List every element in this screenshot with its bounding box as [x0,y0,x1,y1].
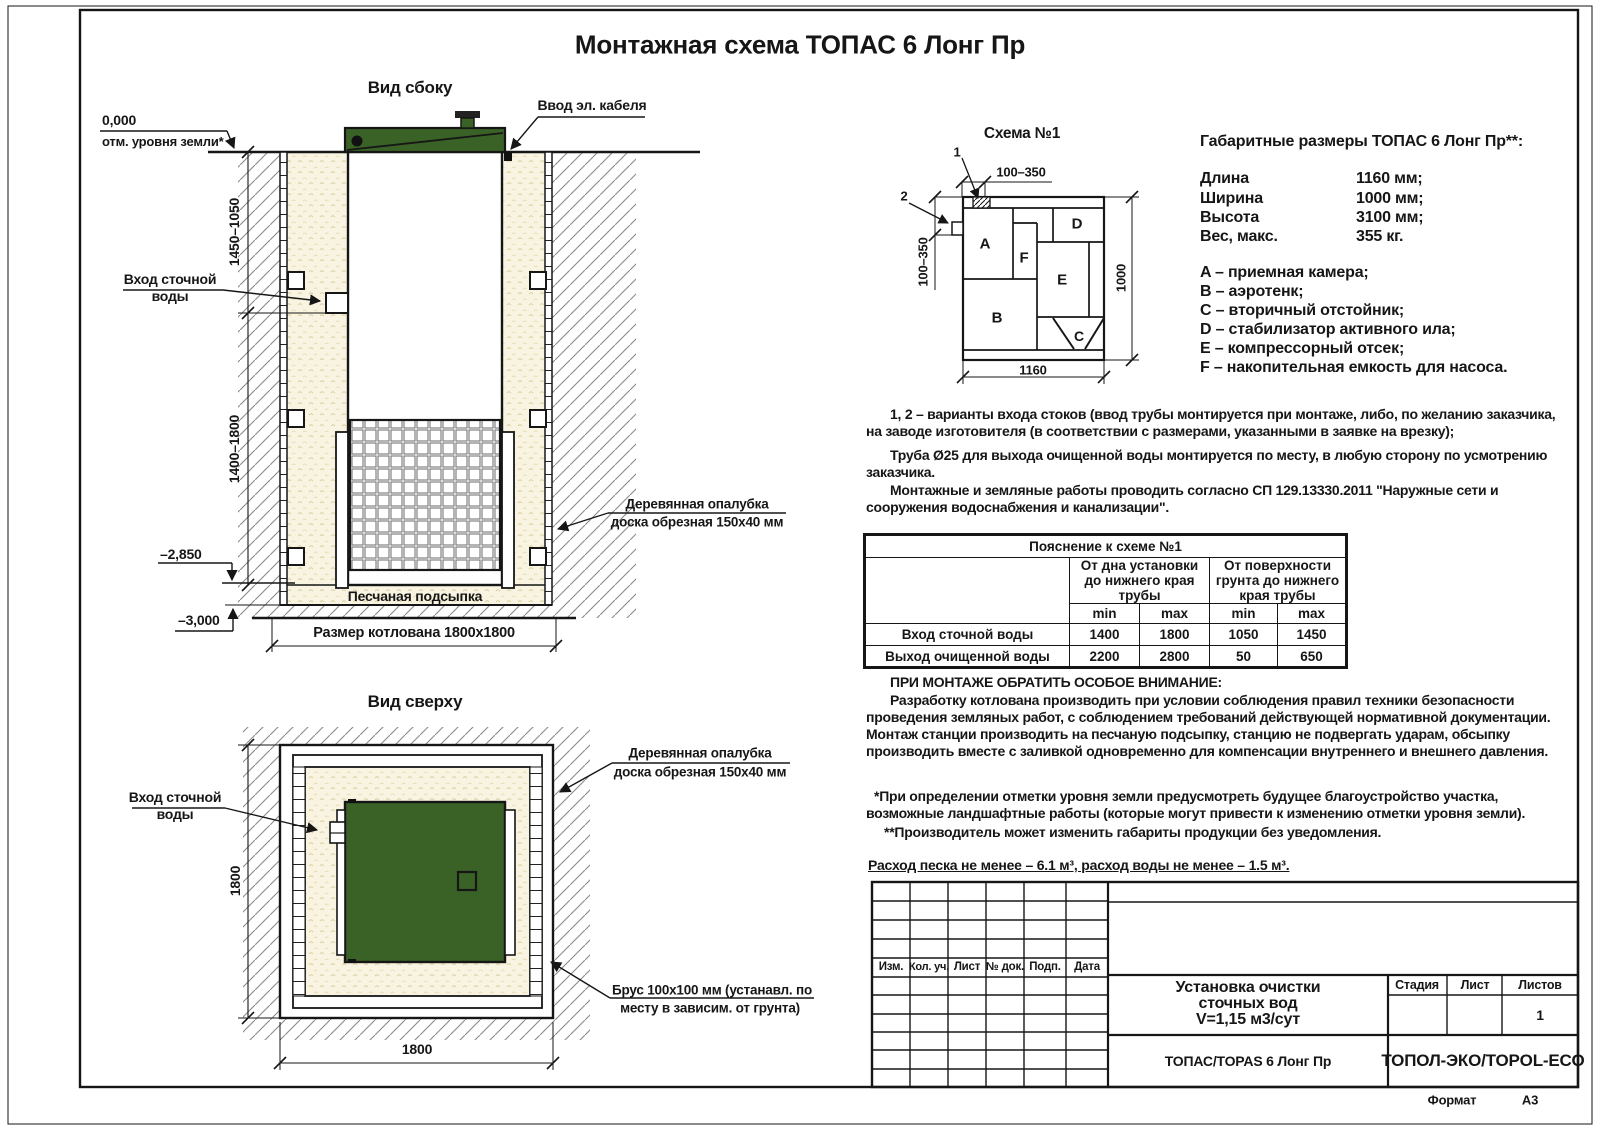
pit-size-label: Размер котлована 1800x1800 [313,625,515,641]
level-mark-2850: –2,850 [160,546,202,562]
table-min-header: min [1210,604,1278,624]
attention-body: Разработку котлована производить при условии соблюдения правил техники безопасности проведения земляных работ, с соблюдением требований действующей нормативной документации. Монтаж станции производить на песчаную подсыпку, станцию не подвергать ударам, обсыпку производить вместе с заливкой одновременно для компенсации внутреннего и внешнего давления. [866,692,1551,759]
stamp-col-podp: Подп. [1029,961,1061,973]
compartment-d: D [1071,215,1083,233]
schema1-dim-top: 100–350 [996,164,1046,180]
side-inlet-callout-line2: воды [151,288,189,304]
schema1-dim-bottom: 1160 [1019,362,1047,378]
table-max-header: max [1140,604,1210,624]
stamp-sheet-label: Лист [1460,978,1490,992]
side-formwork-callout-line2: доска обрезная 150x40 мм [610,514,784,530]
top-inlet-callout-line1: Вход сточной [128,789,222,805]
schema1-drawing [909,158,1139,384]
zero-level-mark: 0,000 [102,112,137,128]
stamp-doc-title-line3: V=1,15 м3/сут [1195,1011,1301,1028]
note-outlet-pipe: Труба Ø25 для выхода очищенной воды монтируется по месту, в любую сторону по усмотрению заказчика. [866,447,1548,480]
top-formwork-callout-line1: Деревянная опалубка [628,745,772,761]
spec-label-width: Ширина [1200,190,1263,207]
footnote-ground-level: *При определении отметки уровня земли предусмотреть будущее благоустройство участка, возможные ландшафтные работы (которые могут привести к изменению отметки уровня земли). [866,788,1526,821]
cell-value: 2200 [1070,646,1140,668]
top-view-title: Вид сверху [367,692,463,711]
stamp-doc-title-line2: сточных вод [1198,995,1298,1012]
schema1-explanation-table [863,533,1348,669]
legend-d: D – стабилизатор активного ила; [1200,321,1456,338]
stamp-col-data: Дата [1074,961,1100,973]
specs-heading: Габаритные размеры ТОПАС 6 Лонг Пр**: [1200,133,1523,150]
table-min-header: min [1070,604,1140,624]
compartment-e: E [1057,271,1067,289]
top-dim-left: 1800 [227,865,243,897]
cell-value: 1800 [1140,624,1210,646]
brus-callout-line1: Брус 100x100 мм (устанавл. по [612,982,812,998]
sand-bed-label: Песчаная подсыпка [347,588,483,604]
schema1-marker-1: 1 [953,144,961,160]
row-label-outlet: Выход очищенной воды [865,646,1070,668]
table-corner-cell [865,558,1070,624]
brus-callout-line2: месту в зависим. от грунта) [620,1000,800,1016]
spec-label-weight: Вес, макс. [1200,228,1278,245]
table-title: Пояснение к схеме №1 [865,535,1347,558]
stamp-doc-title-line1: Установка очистки [1175,979,1321,996]
spec-value-weight: 355 кг. [1356,228,1404,245]
level-mark-3000: –3,000 [178,612,220,628]
zero-level-note: отм. уровня земли* [102,134,224,149]
stamp-stage-label: Стадия [1395,978,1439,992]
schema1-dim-right: 1000 [1113,263,1129,293]
table-row [865,646,1347,668]
cell-value: 1400 [1070,624,1140,646]
compartment-f: F [1019,249,1029,267]
spec-value-length: 1160 мм; [1356,170,1423,187]
cable-entry-callout: Ввод эл. кабеля [537,97,647,113]
spec-label-height: Высота [1200,209,1260,226]
footnote-manufacturer: **Производитель может изменить габариты продукции без уведомления. [884,824,1382,840]
schema1-title: Схема №1 [983,125,1061,142]
top-formwork-callout-line2: доска обрезная 150x40 мм [613,764,787,780]
cell-value: 1050 [1210,624,1278,646]
compartment-c: C [1074,328,1084,344]
table-group2-header: От поверхности грунта до нижнего края трубы [1210,558,1347,604]
format-label: Формат [1427,1092,1477,1108]
side-view-title: Вид сбоку [367,78,453,97]
table-group1-header: От дна установки до нижнего края трубы [1070,558,1210,604]
side-view-drawing [100,111,786,652]
cell-value: 1450 [1278,624,1347,646]
dim-upper-depth: 1450–1050 [226,197,242,267]
spec-label-length: Длина [1200,170,1249,187]
legend-f: F – накопительная емкость для насоса. [1200,359,1508,376]
stamp-col-ndok: № док. [985,961,1025,973]
spec-value-height: 3100 мм; [1356,209,1424,226]
note-sp-standard: Монтажные и земляные работы проводить согласно СП 129.13330.2011 "Наружные сети и сооружения водоснабжения и канализации". [866,482,1499,515]
compartment-a: A [979,235,991,253]
stamp-col-list: Лист [953,961,981,973]
stamp-col-izm: Изм. [878,961,904,973]
stamp-model: ТОПАС/TOPAS 6 Лонг Пр [1164,1053,1332,1069]
cell-value: 2800 [1140,646,1210,668]
schema1-dim-left: 100–350 [915,237,931,287]
table-max-header: max [1278,604,1347,624]
dim-lower-depth: 1400–1800 [226,414,242,484]
stamp-company: ТОПОЛ-ЭКО/TOPOL-ECO [1381,1051,1585,1070]
legend-b: B – аэротенк; [1200,283,1304,300]
stamp-sheets-label: Листов [1518,978,1562,992]
note-inlet-variants: 1, 2 – варианты входа стоков (ввод трубы монтируется при монтаже, либо, по желанию заказчика, на заводе изготовителя (в соответствии с размерами, указанными в заявке на врезку); [866,406,1556,439]
legend-e: E – компрессорный отсек; [1200,340,1405,357]
table-row [865,624,1347,646]
schema1-marker-2: 2 [900,188,908,204]
top-dim-bottom: 1800 [401,1041,433,1057]
stamp-col-koluch: Кол. уч. [908,961,950,973]
page-title: Монтажная схема ТОПАС 6 Лонг Пр [574,29,1026,60]
side-formwork-callout-line1: Деревянная опалубка [625,496,769,512]
attention-title: ПРИ МОНТАЖЕ ОБРАТИТЬ ОСОБОЕ ВНИМАНИЕ: [890,674,1222,690]
legend-a: A – приемная камера; [1200,264,1369,281]
stamp-sheets-value: 1 [1536,1007,1544,1023]
legend-c: C – вторичный отстойник; [1200,302,1405,319]
top-inlet-callout-line2: воды [156,806,194,822]
side-inlet-callout-line1: Вход сточной [123,271,217,287]
cell-value: 650 [1278,646,1347,668]
spec-value-width: 1000 мм; [1356,190,1424,207]
format-value: А3 [1521,1092,1539,1108]
row-label-inlet: Вход сточной воды [865,624,1070,646]
cell-value: 50 [1210,646,1278,668]
compartment-b: B [991,309,1003,327]
consumption-note: Расход песка не менее – 6.1 м³, расход воды не менее – 1.5 м³. [868,857,1290,873]
